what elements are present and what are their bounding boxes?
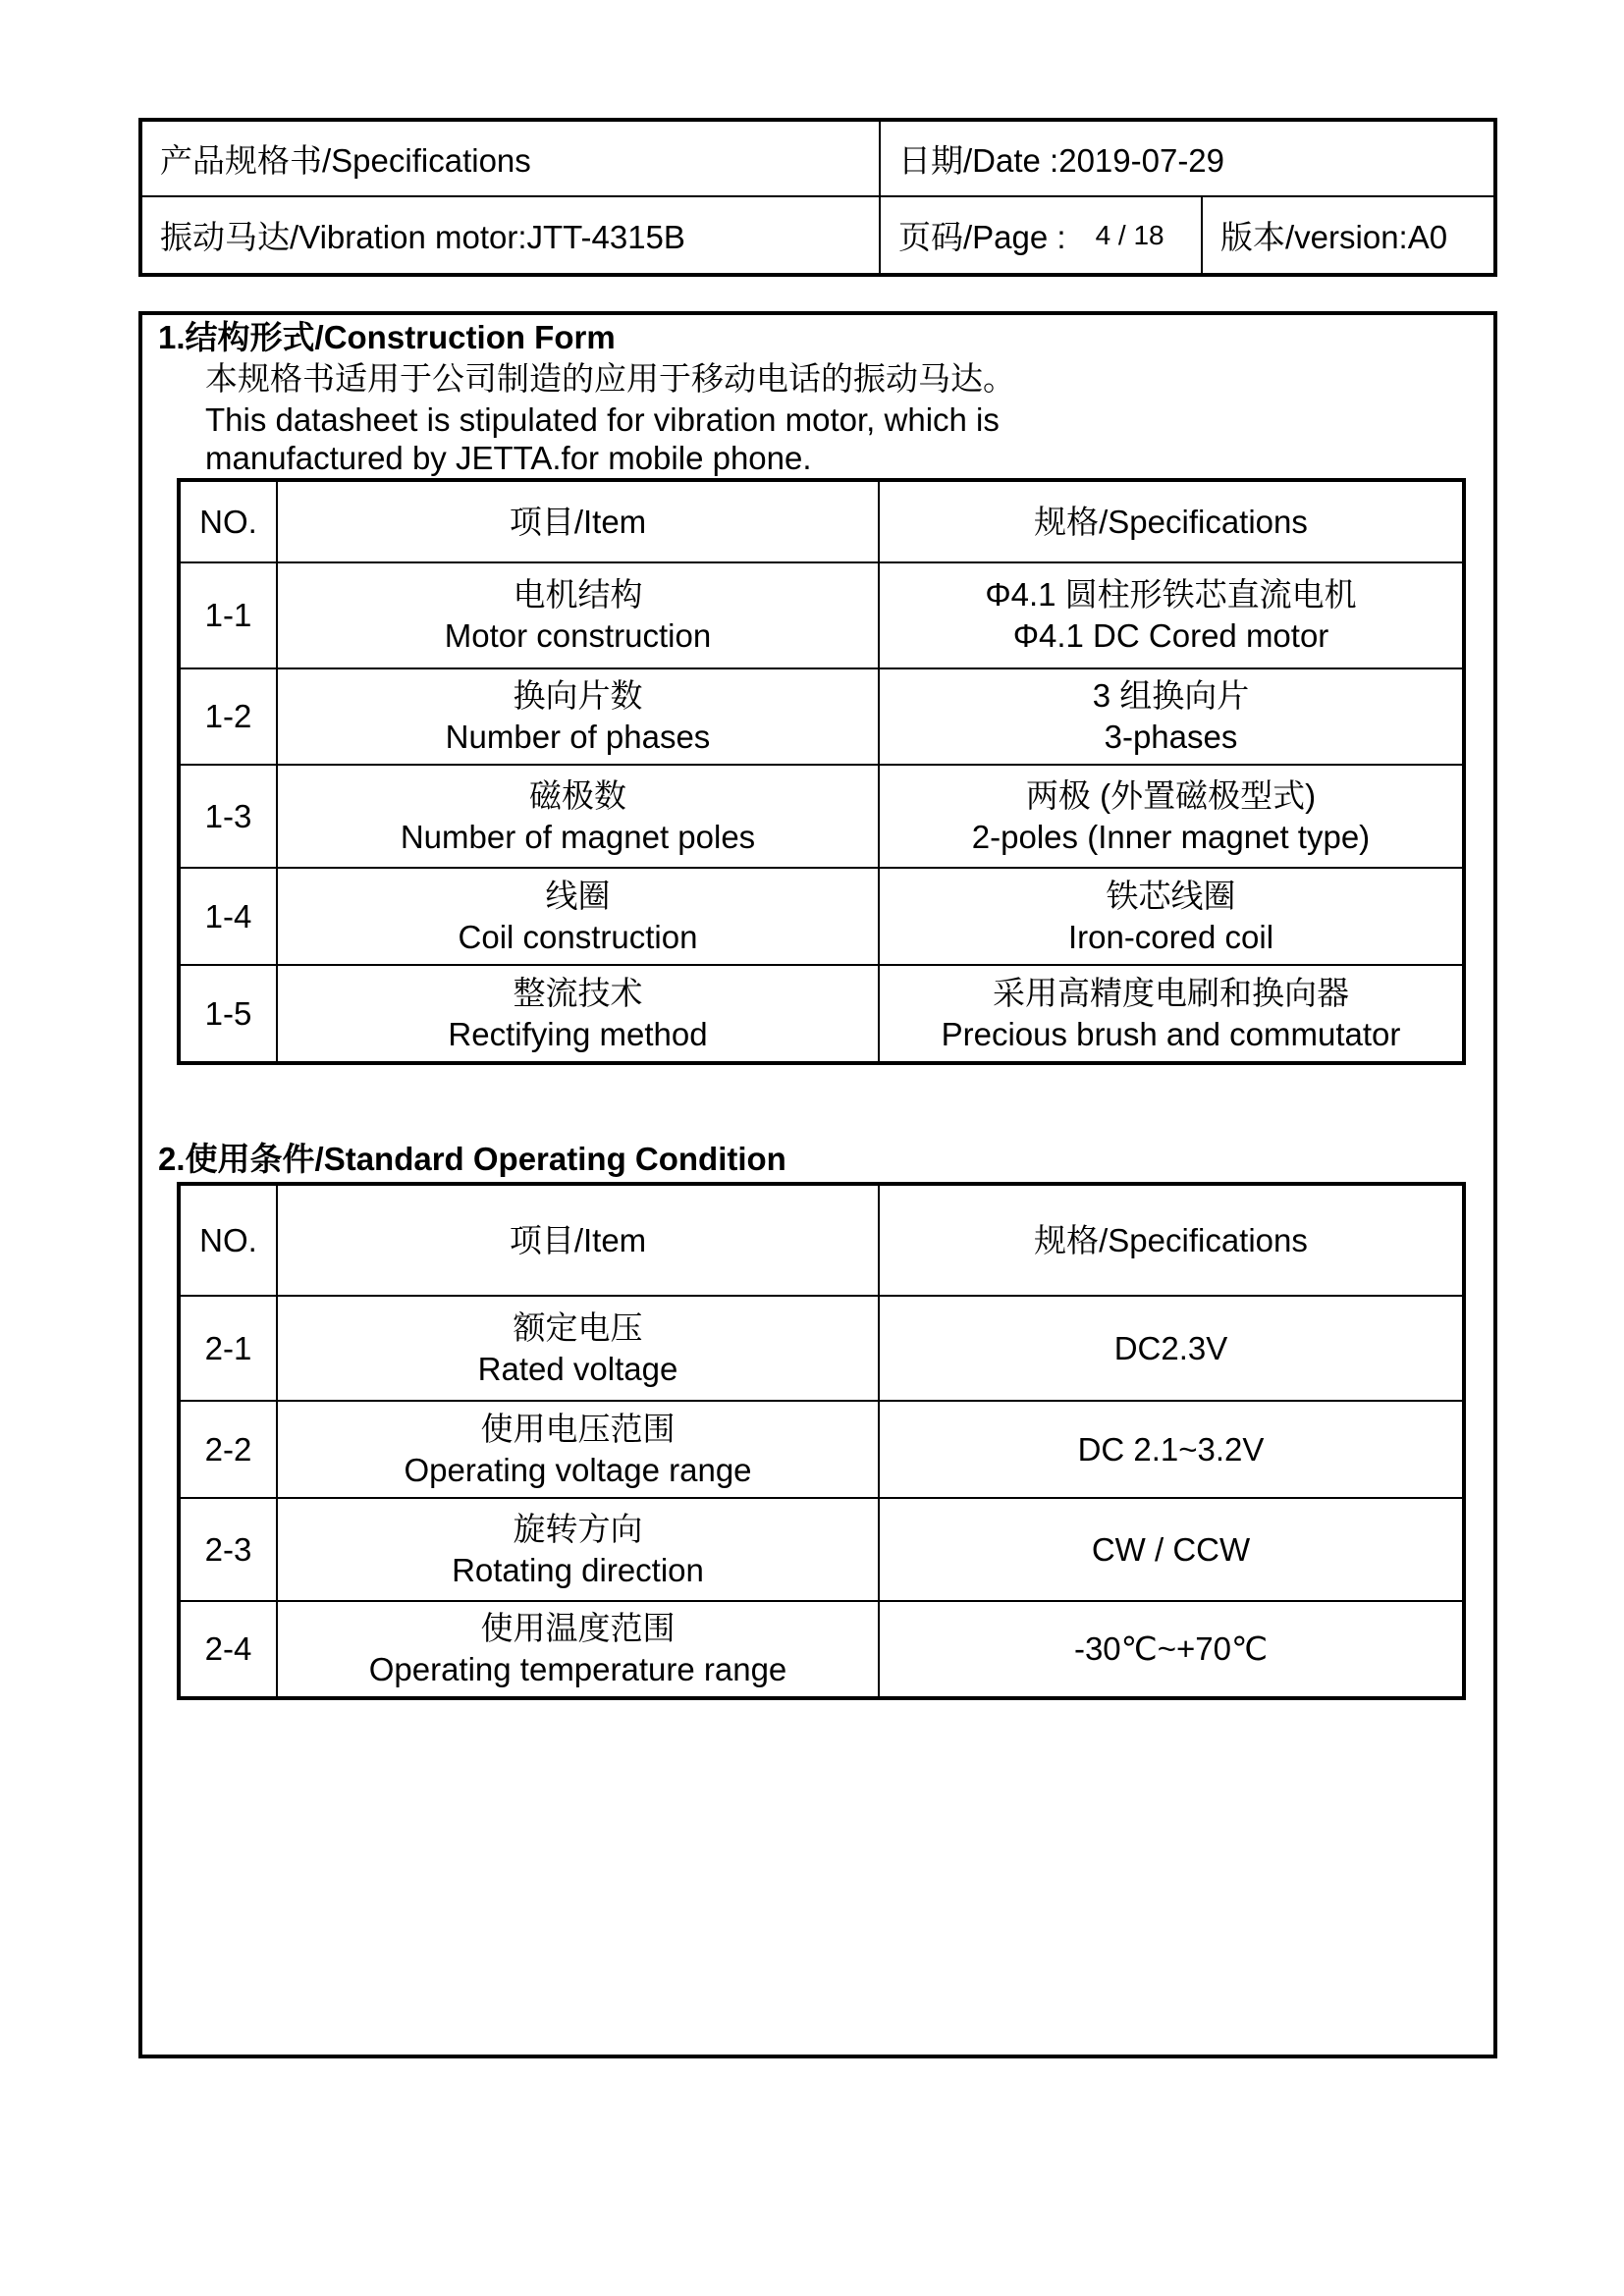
intro-en-line: manufactured by JETTA.for mobile phone.	[205, 440, 812, 476]
item-cell	[277, 868, 879, 965]
intro-cn: 本规格书适用于公司制造的应用于移动电话的振动马达。	[205, 360, 1015, 397]
item-cell	[277, 1498, 879, 1601]
page-label: 页码/Page :	[898, 219, 1066, 255]
item-name-cn: 线圈	[545, 877, 611, 914]
column-header-no: NO.	[179, 1184, 277, 1296]
spec-cell	[879, 868, 1464, 965]
item-cell	[277, 1296, 879, 1401]
item-name-en: Rectifying method	[448, 1015, 708, 1052]
row-number: 1-1	[179, 562, 277, 668]
row-number: 2-1	[179, 1296, 277, 1401]
spec-cell	[879, 765, 1464, 868]
item-cell	[277, 765, 879, 868]
item-name-cn: 整流技术	[513, 974, 643, 1011]
column-header-spec: 规格/Specifications	[879, 1184, 1464, 1296]
page-field	[881, 197, 1203, 273]
item-cell	[277, 562, 879, 668]
item-name-en: Motor construction	[444, 617, 712, 654]
doc-title: 产品规格书/Specifications	[142, 122, 881, 197]
version-field: 版本/version:A0	[1220, 219, 1448, 255]
spec-value: -30℃~+70℃	[879, 1601, 1464, 1698]
date-field: 日期/Date :2019-07-29	[881, 122, 1493, 197]
product-name: 振动马达/Vibration motor:JTT-4315B	[142, 197, 881, 273]
operating-table	[177, 1182, 1466, 1700]
item-name-cn: 旋转方向	[513, 1510, 643, 1547]
table-header-row	[179, 480, 1464, 562]
spec-value-en: Φ4.1 DC Cored motor	[1012, 617, 1329, 654]
item-cell	[277, 1401, 879, 1498]
spec-value-cn: 铁芯线圈	[1106, 877, 1236, 914]
section-heading-operating: 2.使用条件/Standard Operating Condition	[158, 1141, 786, 1177]
spec-value: DC2.3V	[879, 1296, 1464, 1401]
section-heading-construction: 1.结构形式/Construction Form	[158, 319, 616, 355]
item-name-cn: 使用温度范围	[480, 1610, 676, 1646]
column-header-spec: 规格/Specifications	[879, 480, 1464, 562]
spec-cell	[879, 668, 1464, 765]
spec-cell	[879, 562, 1464, 668]
row-number: 1-5	[179, 965, 277, 1063]
spec-value-en: 3-phases	[1104, 719, 1238, 755]
table-header-row	[179, 1184, 1464, 1296]
table-row	[179, 562, 1464, 668]
page-number: 4 / 18	[1095, 219, 1164, 250]
table-row	[179, 1498, 1464, 1601]
item-name-en: Number of phases	[445, 719, 711, 755]
item-name-en: Number of magnet poles	[400, 818, 756, 855]
item-cell	[277, 1601, 879, 1698]
item-name-cn: 电机结构	[513, 576, 643, 613]
spec-value-en: Iron-cored coil	[1067, 918, 1274, 955]
spec-value-cn: 两极 (外置磁极型式)	[1025, 776, 1317, 814]
item-name-en: Rotating direction	[452, 1551, 704, 1588]
table-row	[179, 965, 1464, 1063]
item-name-cn: 磁极数	[529, 776, 626, 814]
spec-value: CW / CCW	[879, 1498, 1464, 1601]
spec-cell	[879, 965, 1464, 1063]
item-name-en: Rated voltage	[477, 1350, 678, 1387]
row-number: 1-3	[179, 765, 277, 868]
spec-value-cn: Φ4.1 圆柱形铁芯直流电机	[985, 576, 1357, 613]
spec-value-en: Precious brush and commutator	[941, 1015, 1401, 1052]
header-box	[138, 118, 1497, 277]
spec-value-cn: 3 组换向片	[1092, 677, 1250, 714]
table-row	[179, 1601, 1464, 1698]
item-cell	[277, 965, 879, 1063]
item-name-cn: 换向片数	[513, 677, 643, 714]
table-row	[179, 765, 1464, 868]
item-name-cn: 额定电压	[513, 1308, 643, 1346]
column-header-item: 项目/Item	[277, 480, 879, 562]
item-name-en: Operating voltage range	[404, 1451, 752, 1488]
spec-value: DC 2.1~3.2V	[879, 1401, 1464, 1498]
spec-value-en: 2-poles (Inner magnet type)	[971, 818, 1371, 855]
table-row	[179, 1296, 1464, 1401]
column-header-no: NO.	[179, 480, 277, 562]
column-header-item: 项目/Item	[277, 1184, 879, 1296]
table-row	[179, 1401, 1464, 1498]
intro-en-line: This datasheet is stipulated for vibration motor, which is	[205, 401, 1000, 438]
item-name-en: Operating temperature range	[368, 1651, 787, 1687]
row-number: 1-2	[179, 668, 277, 765]
item-name-en: Coil construction	[458, 918, 698, 955]
row-number: 2-4	[179, 1601, 277, 1698]
row-number: 2-2	[179, 1401, 277, 1498]
row-number: 2-3	[179, 1498, 277, 1601]
spec-value-cn: 采用高精度电刷和换向器	[993, 974, 1349, 1011]
row-number: 1-4	[179, 868, 277, 965]
item-cell	[277, 668, 879, 765]
table-row	[179, 868, 1464, 965]
table-row	[179, 668, 1464, 765]
construction-table	[177, 478, 1466, 1065]
item-name-cn: 使用电压范围	[480, 1410, 676, 1447]
